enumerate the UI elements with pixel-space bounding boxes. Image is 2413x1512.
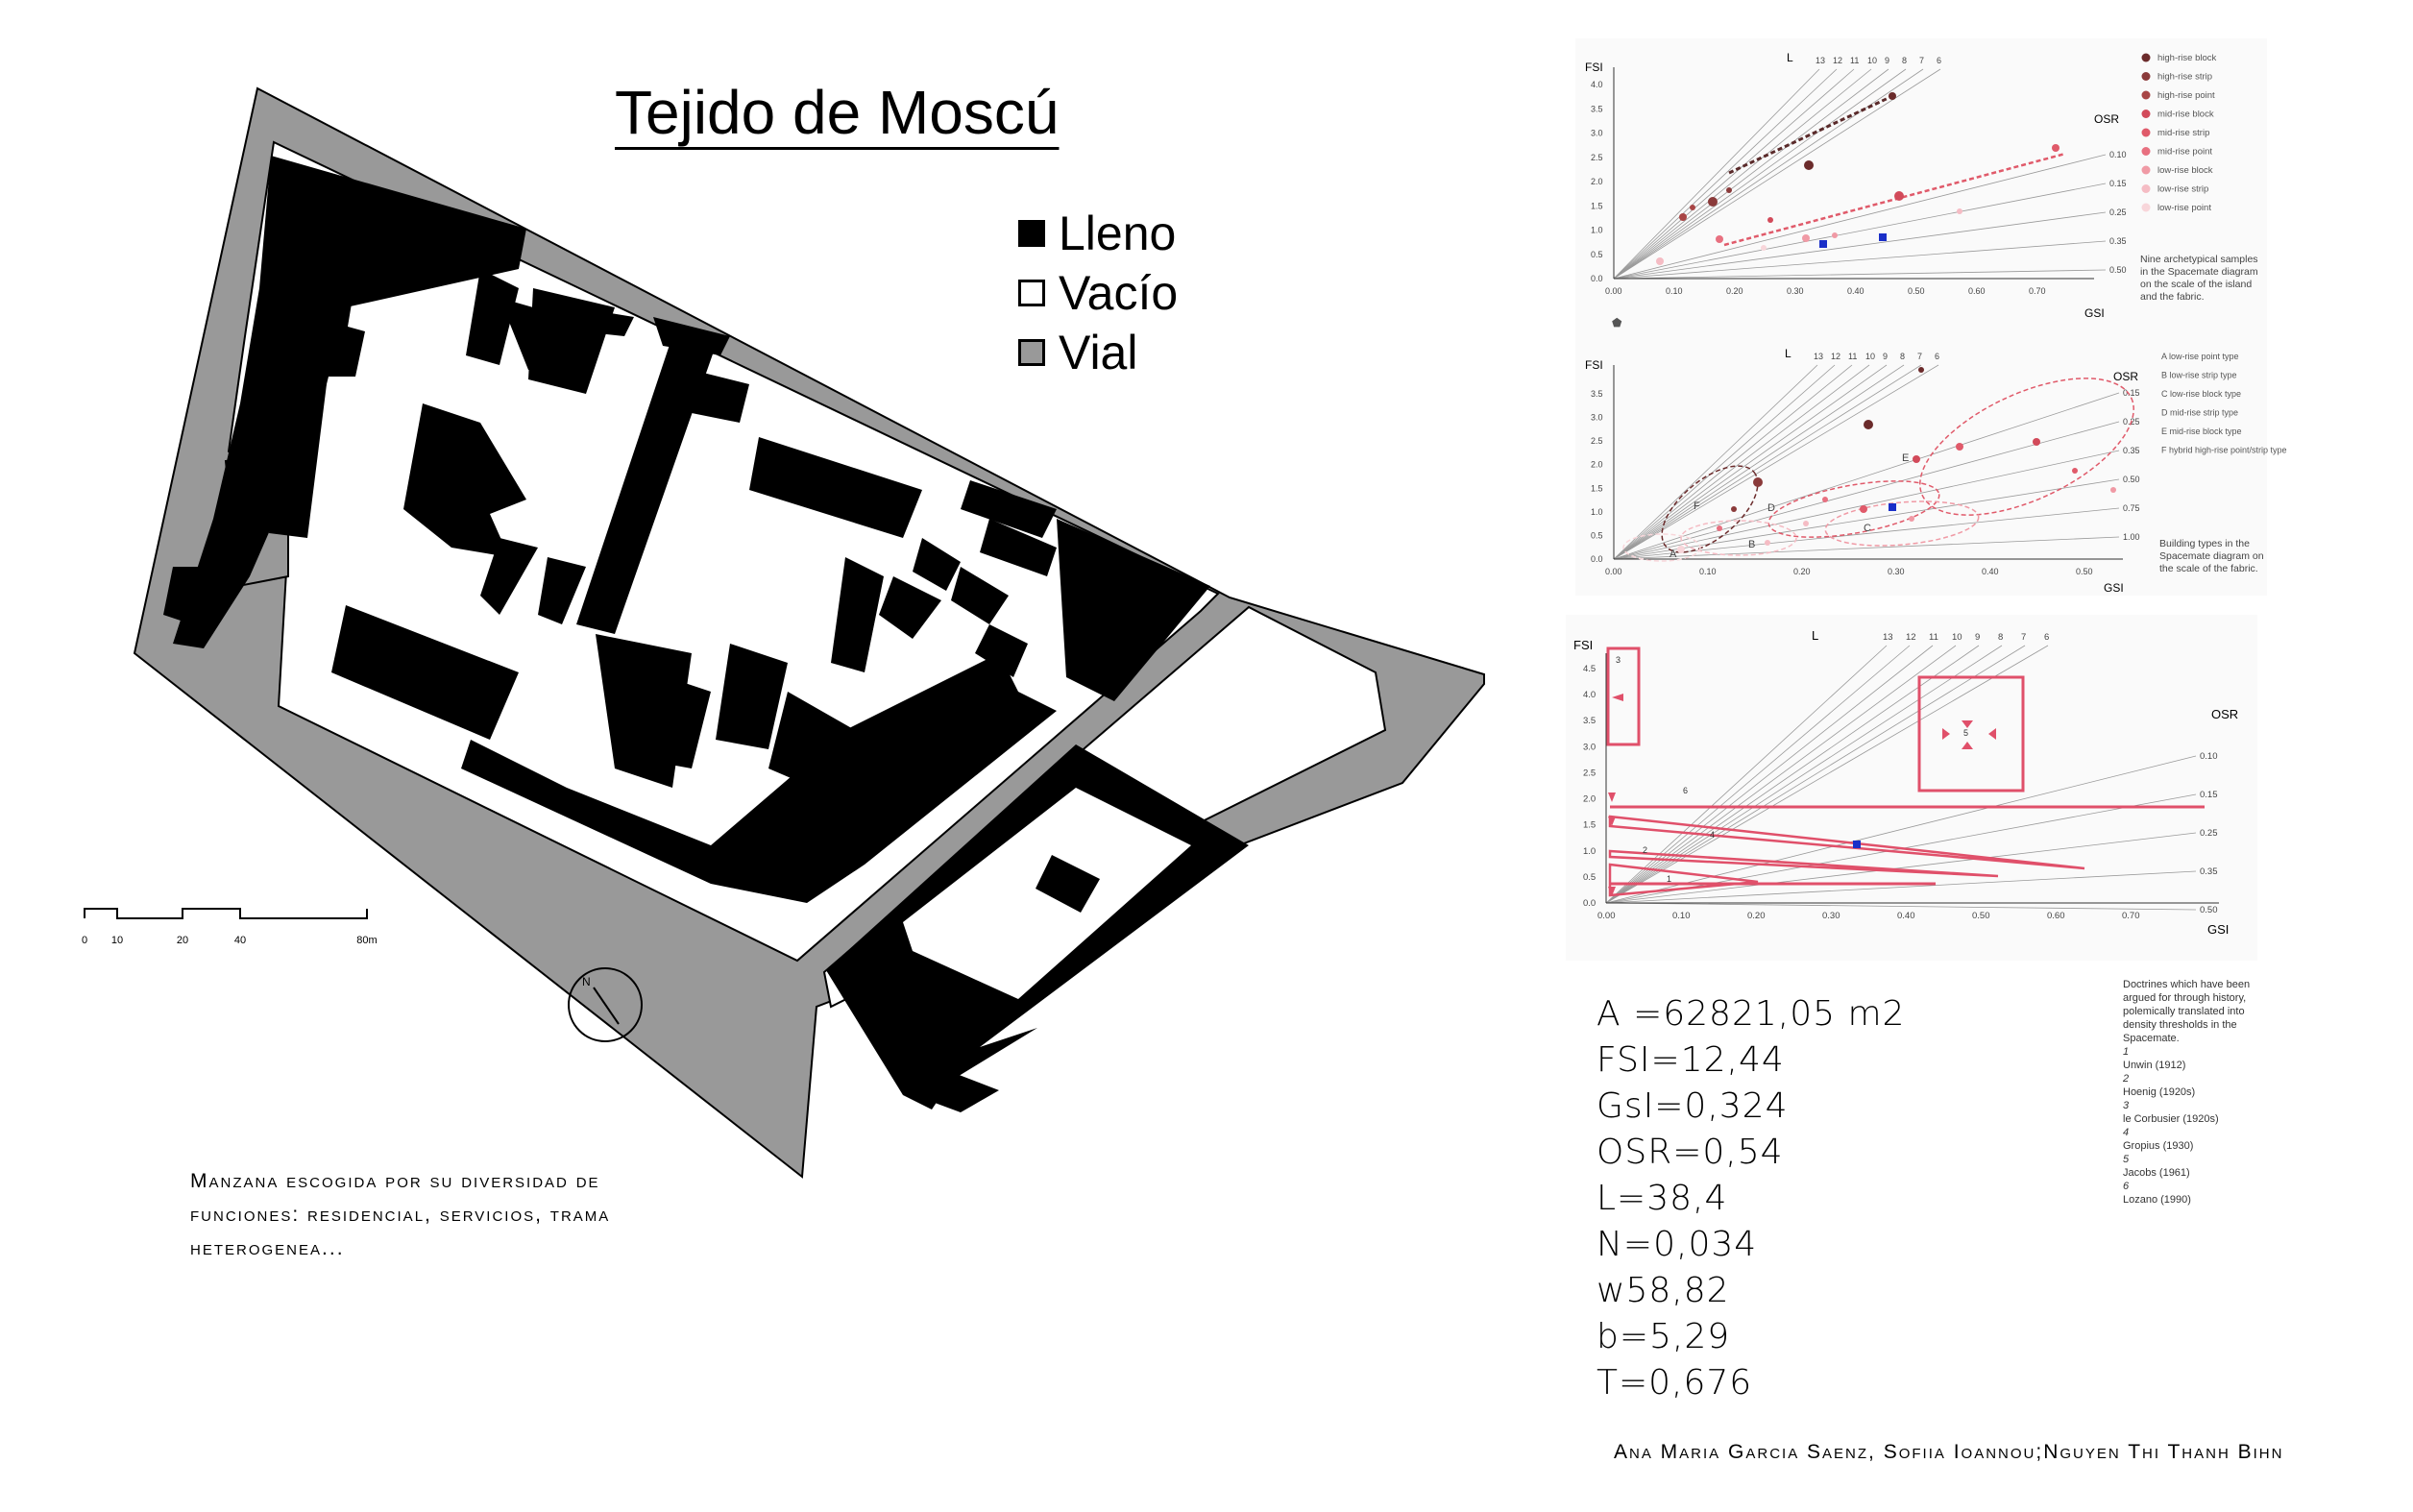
svg-text:D: D xyxy=(1767,502,1775,514)
osr-axis-label: OSR xyxy=(2113,370,2139,383)
x-tick-label: 0.60 xyxy=(2047,911,2065,921)
x-tick-label: 0.40 xyxy=(1897,911,1915,921)
svg-text:N: N xyxy=(582,975,591,988)
x-tick-label: 0.10 xyxy=(1672,911,1691,921)
y-tick-label: 4.0 xyxy=(1591,80,1603,89)
metric-n: N=0,034 xyxy=(1596,1225,1758,1264)
legend-label: B low-rise strip type xyxy=(2161,370,2237,380)
y-tick-label: 0.0 xyxy=(1583,898,1596,909)
y-tick-label: 1.5 xyxy=(1583,819,1596,831)
l-tick-label: 8 xyxy=(1900,352,1906,361)
l-tick-label: 6 xyxy=(1937,56,1942,65)
y-tick-label: 3.5 xyxy=(1583,716,1596,727)
x-axis-label: GSI xyxy=(2104,581,2124,595)
metric-l: L=38,4 xyxy=(1596,1179,1728,1218)
x-tick-label: 0.30 xyxy=(1787,286,1804,296)
scale-tick: 10 xyxy=(110,935,124,946)
l-tick-label: 6 xyxy=(2044,632,2050,643)
chart2-caption: Building types in the Spacemate diagram on the scale of the fabric. xyxy=(2159,538,2264,574)
scale-tick: 80m xyxy=(356,935,378,946)
y-tick-label: 4.5 xyxy=(1583,664,1596,674)
l-tick-label: 12 xyxy=(1833,56,1843,65)
l-tick-label: 13 xyxy=(1816,56,1826,65)
svg-text:E: E xyxy=(1902,452,1910,464)
x-tick-label: 0.20 xyxy=(1747,911,1766,921)
north-arrow-icon xyxy=(561,961,649,1049)
osr-tick-label: 0.25 xyxy=(2123,417,2140,427)
osr-axis-label: OSR xyxy=(2211,707,2239,721)
x-tick-label: 0.60 xyxy=(1968,286,1986,296)
spacemate-chart-building-types xyxy=(1575,346,2287,596)
l-axis-label: L xyxy=(1785,347,1791,360)
osr-tick-label: 0.25 xyxy=(2200,828,2218,839)
svg-text:6: 6 xyxy=(1683,786,1689,795)
legend-item-vacio: Vacío xyxy=(1018,263,1178,323)
osr-tick-label: 0.50 xyxy=(2200,905,2218,915)
y-tick-label: 1.5 xyxy=(1591,483,1603,494)
svg-text:5: 5 xyxy=(1963,728,1969,738)
l-tick-label: 9 xyxy=(1883,352,1889,361)
site-marker xyxy=(1879,233,1887,241)
legend-dot-icon xyxy=(2142,129,2151,137)
legend-dot-icon xyxy=(2142,204,2151,212)
x-tick-label: 0.30 xyxy=(1822,911,1840,921)
osr-axis-label: OSR xyxy=(2094,112,2120,126)
svg-text:A: A xyxy=(1670,549,1677,560)
legend-label: low-rise strip xyxy=(2157,183,2209,195)
scale-tick: 20 xyxy=(176,935,189,946)
l-tick-label: 11 xyxy=(1929,632,1938,643)
l-tick-label: 7 xyxy=(1917,352,1923,361)
y-tick-label: 3.5 xyxy=(1591,389,1603,399)
y-tick-label: 0.5 xyxy=(1591,530,1603,541)
x-tick-label: 0.50 xyxy=(1908,286,1925,296)
l-tick-label: 8 xyxy=(1902,56,1908,65)
osr-tick-label: 0.15 xyxy=(2109,179,2127,188)
y-axis-label: FSI xyxy=(1585,358,1603,372)
legend-label: D mid-rise strip type xyxy=(2161,407,2239,418)
svg-text:1: 1 xyxy=(1667,874,1672,884)
osr-tick-label: 1.00 xyxy=(2123,532,2140,542)
doctrines-caption: Doctrines which have been argued for through history, polemically translated into density thresholds in the Spacemate. 1 Unwin (1912) 2 Hoenig (1920s) 3 le Corbusier (1920s) 4 Gropius (1930) 5 Jacobs (1961) 6 Lozano (1990) xyxy=(2123,979,2251,1206)
legend-dot-icon xyxy=(2142,110,2151,118)
svg-text:3: 3 xyxy=(1616,655,1621,665)
legend-label: mid-rise block xyxy=(2157,109,2214,120)
l-tick-label: 10 xyxy=(1867,56,1878,65)
l-tick-label: 12 xyxy=(1831,352,1841,361)
legend-item-vial: Vial xyxy=(1018,323,1178,382)
legend-label: high-rise block xyxy=(2157,53,2217,63)
svg-text:2: 2 xyxy=(1643,845,1648,855)
legend-label: F hybrid high-rise point/strip type xyxy=(2161,445,2287,455)
site-marker xyxy=(1889,503,1896,511)
metric-area: A =62821,05 m2 xyxy=(1596,994,1906,1034)
x-tick-label: 0.00 xyxy=(1597,911,1616,921)
x-tick-label: 0.10 xyxy=(1666,286,1683,296)
metric-gsi: GsI=0,324 xyxy=(1596,1086,1789,1126)
legend-dot-icon xyxy=(2142,91,2151,100)
l-tick-label: 11 xyxy=(1848,352,1858,361)
site-marker xyxy=(1853,841,1861,848)
x-tick-label: 0.30 xyxy=(1888,567,1905,576)
osr-tick-label: 0.10 xyxy=(2200,751,2218,762)
x-tick-label: 0.40 xyxy=(1982,567,1999,576)
y-tick-label: 0.0 xyxy=(1591,554,1603,564)
metric-w: w58,82 xyxy=(1596,1271,1730,1310)
svg-text:C: C xyxy=(1864,523,1871,534)
osr-tick-label: 0.10 xyxy=(2109,150,2127,159)
y-tick-label: 3.0 xyxy=(1591,412,1603,423)
y-tick-label: 0.0 xyxy=(1591,274,1603,283)
authors: Ana Maria Garcia Saenz, Sofiia Ioannou;Nguyen Thi Thanh Bihn xyxy=(1614,1441,2284,1463)
x-tick-label: 0.70 xyxy=(2029,286,2046,296)
x-tick-label: 0.20 xyxy=(1793,567,1811,576)
x-tick-label: 0.70 xyxy=(2122,911,2140,921)
l-tick-label: 9 xyxy=(1885,56,1890,65)
legend-label: mid-rise point xyxy=(2157,146,2213,158)
legend-label: low-rise point xyxy=(2157,203,2211,213)
y-tick-label: 0.5 xyxy=(1583,871,1596,883)
metric-osr: OSR=0,54 xyxy=(1596,1133,1784,1172)
y-axis-label: FSI xyxy=(1573,638,1594,652)
l-tick-label: 13 xyxy=(1883,632,1893,643)
y-tick-label: 1.0 xyxy=(1591,225,1603,235)
legend-dot-icon xyxy=(2142,72,2151,81)
page-title: Tejido de Moscú xyxy=(615,78,1060,147)
y-tick-label: 4.0 xyxy=(1583,690,1596,701)
legend-label: low-rise block xyxy=(2157,165,2213,176)
legend-dot-icon xyxy=(2142,147,2151,156)
y-tick-label: 3.0 xyxy=(1591,128,1603,138)
y-tick-label: 2.0 xyxy=(1591,459,1603,470)
svg-text:⬟: ⬟ xyxy=(1612,316,1622,329)
svg-text:B: B xyxy=(1748,539,1756,550)
legend-dot-icon xyxy=(2142,184,2151,193)
y-tick-label: 3.0 xyxy=(1583,742,1596,753)
osr-tick-label: 0.15 xyxy=(2123,388,2140,398)
l-tick-label: 9 xyxy=(1975,632,1981,643)
y-tick-label: 2.0 xyxy=(1591,177,1603,186)
x-tick-label: 0.50 xyxy=(2076,567,2093,576)
legend-item-lleno: Lleno xyxy=(1018,204,1178,263)
x-axis-label: GSI xyxy=(2084,306,2105,320)
legend-label: A low-rise point type xyxy=(2161,352,2239,361)
legend-label: high-rise point xyxy=(2157,90,2215,101)
l-axis-label: L xyxy=(1812,628,1819,643)
x-tick-label: 0.50 xyxy=(1972,911,1990,921)
osr-tick-label: 0.50 xyxy=(2109,265,2127,275)
y-tick-label: 2.5 xyxy=(1591,152,1603,162)
block-description: Manzana escogida por su diversidad de funciones: residencial, servicios, trama heterogenea... xyxy=(190,1170,611,1259)
l-tick-label: 8 xyxy=(1998,632,2004,643)
site-marker xyxy=(1819,240,1827,248)
l-tick-label: 6 xyxy=(1935,352,1940,361)
scale-tick: 0 xyxy=(81,935,88,946)
l-tick-label: 10 xyxy=(1952,632,1962,643)
legend-dot-icon xyxy=(2142,166,2151,175)
spacemate-chart-doctrines xyxy=(1566,615,2257,961)
x-tick-label: 0.40 xyxy=(1847,286,1865,296)
y-tick-label: 2.0 xyxy=(1583,793,1596,805)
osr-tick-label: 0.35 xyxy=(2109,236,2127,246)
l-tick-label: 7 xyxy=(1919,56,1925,65)
y-tick-label: 2.5 xyxy=(1583,768,1596,779)
legend-label: high-rise strip xyxy=(2157,71,2213,83)
osr-tick-label: 0.35 xyxy=(2200,866,2218,877)
l-tick-label: 7 xyxy=(2021,632,2027,643)
osr-tick-label: 0.50 xyxy=(2123,475,2140,484)
y-tick-label: 3.5 xyxy=(1591,104,1603,114)
metric-b: b=5,29 xyxy=(1596,1317,1731,1356)
y-tick-label: 0.5 xyxy=(1591,249,1603,259)
l-tick-label: 11 xyxy=(1850,56,1860,65)
y-tick-label: 1.5 xyxy=(1591,201,1603,211)
y-tick-label: 1.0 xyxy=(1583,845,1596,857)
spacemate-chart-archetypes xyxy=(1575,38,2267,346)
l-tick-label: 13 xyxy=(1814,352,1824,361)
x-tick-label: 0.20 xyxy=(1726,286,1743,296)
l-tick-label: 12 xyxy=(1906,632,1916,643)
metric-fsi: FSI=12,44 xyxy=(1596,1040,1785,1080)
legend-label: E mid-rise block type xyxy=(2161,427,2242,436)
x-tick-label: 0.00 xyxy=(1605,286,1622,296)
l-tick-label: 10 xyxy=(1865,352,1876,361)
x-tick-label: 0.00 xyxy=(1605,567,1622,576)
metric-t: T=0,676 xyxy=(1596,1363,1753,1402)
svg-text:F: F xyxy=(1694,500,1700,512)
legend-label: C low-rise block type xyxy=(2161,389,2242,399)
y-tick-label: 1.0 xyxy=(1591,506,1603,517)
osr-tick-label: 0.25 xyxy=(2109,207,2127,217)
density-metrics xyxy=(1596,991,1905,1406)
y-tick-label: 2.5 xyxy=(1591,436,1603,447)
svg-text:4: 4 xyxy=(1710,830,1716,840)
x-axis-label: GSI xyxy=(2207,922,2230,937)
osr-tick-label: 0.15 xyxy=(2200,790,2218,800)
x-tick-label: 0.10 xyxy=(1699,567,1717,576)
legend-dot-icon xyxy=(2142,54,2151,62)
osr-tick-label: 0.75 xyxy=(2123,503,2140,513)
osr-tick-label: 0.35 xyxy=(2123,446,2140,455)
scale-bar xyxy=(77,899,394,966)
scale-tick: 40 xyxy=(233,935,247,946)
y-axis-label: FSI xyxy=(1585,61,1603,74)
l-axis-label: L xyxy=(1787,51,1793,64)
chart1-caption: Nine archetypical samples in the Spacemate diagram on the scale of the island and the fabric. xyxy=(2140,254,2258,303)
legend-label: mid-rise strip xyxy=(2157,128,2210,138)
